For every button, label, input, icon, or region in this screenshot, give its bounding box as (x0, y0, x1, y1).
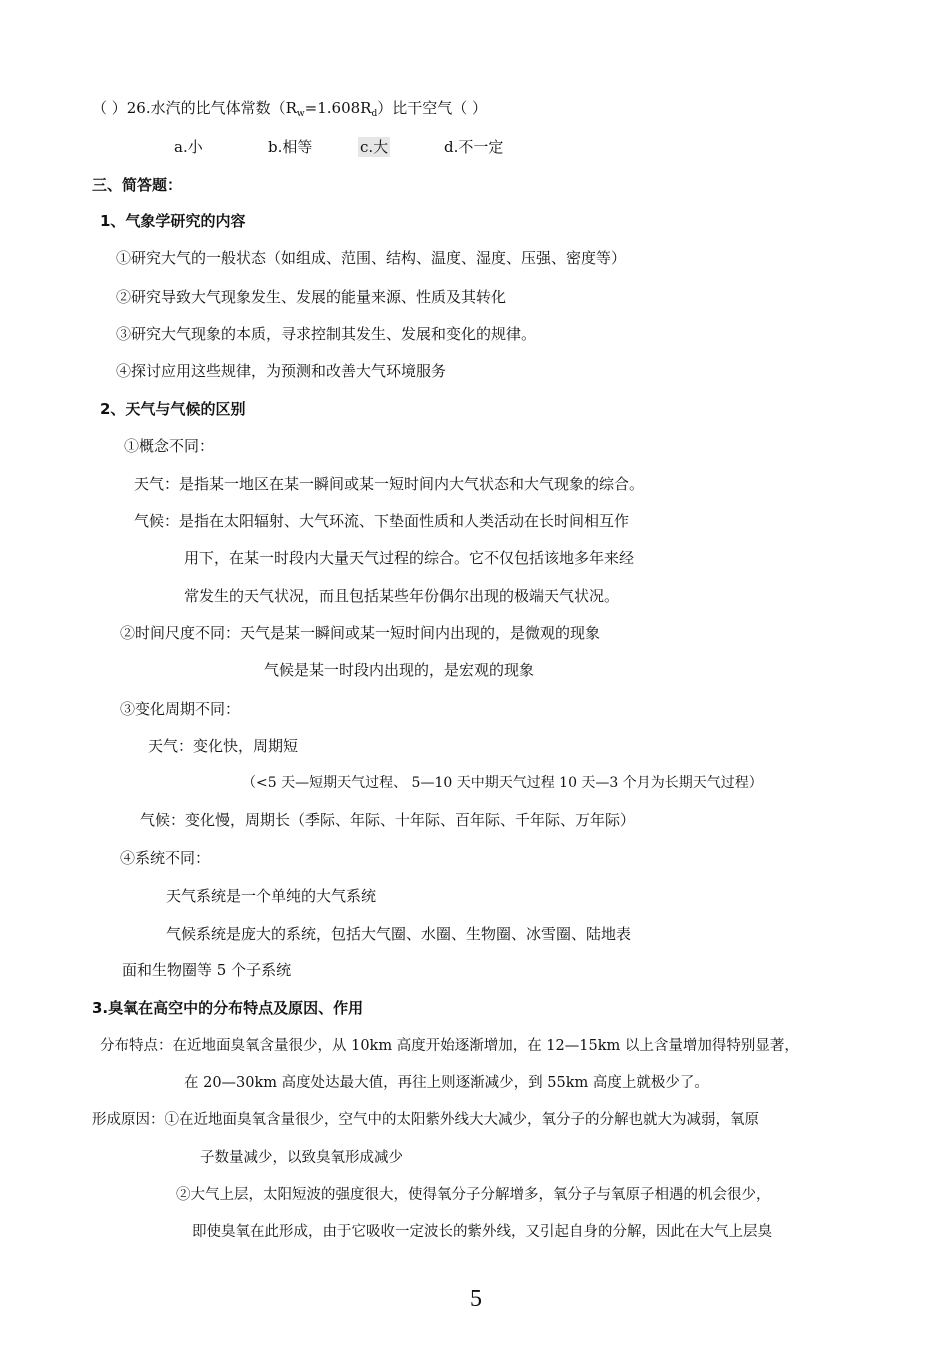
s2-p3-head: ③变化周期不同： (120, 700, 241, 718)
s1-title: 1、气象学研究的内容 (100, 212, 246, 230)
s1-item-2: ②研究导致大气现象发生、发展的能量来源、性质及其转化 (116, 288, 507, 306)
s3-distribution-1: 分布特点：在近地面臭氧含量很少，从 10km 高度开始逐渐增加，在 12—15km 以上含量增加得特别显著， (100, 1038, 799, 1054)
s3-title: 3.臭氧在高空中的分布特点及原因、作用 (92, 999, 364, 1017)
q26-prefix: （ ）26.水汽的比气体常数（R (92, 99, 297, 117)
s2-p1-climate-1: 气候：是指在太阳辐射、大气环流、下垫面性质和人类活动在长时间相互作 (134, 512, 630, 530)
s2-p4-head: ④系统不同： (120, 849, 211, 867)
page-number: 5 (470, 1286, 482, 1312)
s3-distribution-2: 在 20—30km 高度处达最大值，再往上则逐渐减少，到 55km 高度上就极少了。 (184, 1075, 709, 1091)
q26-suffix: ）比干空气（ ） (377, 99, 487, 117)
q26-option-a: a.小 (174, 138, 203, 156)
section-title: 三、简答题： (92, 176, 183, 194)
s1-item-4: ④探讨应用这些规律，为预测和改善大气环境服务 (116, 362, 447, 380)
s3-cause-1: 形成原因：①在近地面臭氧含量很少，空气中的太阳紫外线大大减少，氧分子的分解也就大为减弱，氧原 (92, 1112, 759, 1128)
s2-p2-line-1: ②时间尺度不同：天气是某一瞬间或某一短时间内出现的，是微观的现象 (120, 624, 601, 642)
s3-cause-4: 即使臭氧在此形成，由于它吸收一定波长的紫外线，又引起自身的分解，因此在大气上层臭 (192, 1224, 772, 1240)
q26-option-b: b.相等 (268, 138, 313, 156)
s2-p3-note: （<5 天—短期天气过程、 5—10 天中期天气过程 10 天—3 个月为长期天气过程） (242, 775, 763, 791)
s2-title: 2、天气与气候的区别 (100, 400, 246, 418)
s3-cause-2: 子数量减少，以致臭氧形成减少 (200, 1150, 403, 1166)
question-26 (92, 98, 487, 124)
s2-p1-climate-2: 用下，在某一时段内大量天气过程的综合。它不仅包括该地多年来经 (184, 549, 635, 567)
s2-p4-line-3: 面和生物圈等 5 个子系统 (122, 961, 292, 979)
s2-p1-head: ①概念不同： (124, 437, 215, 455)
s2-p4-line-2: 气候系统是庞大的系统，包括大气圈、水圈、生物圈、冰雪圈、陆地表 (166, 925, 632, 943)
s2-p4-line-1: 天气系统是一个单纯的大气系统 (166, 887, 377, 905)
s2-p1-weather: 天气：是指某一地区在某一瞬间或某一短时间内大气状态和大气现象的综合。 (134, 475, 645, 493)
s2-p1-climate-3: 常发生的天气状况，而且包括某些年份偶尔出现的极端天气状况。 (184, 587, 620, 605)
q26-option-d: d.不一定 (444, 138, 504, 156)
s2-p2-line-2: 气候是某一时段内出现的，是宏观的现象 (264, 661, 535, 679)
s3-cause-3: ②大气上层，太阳短波的强度很大，使得氧分子分解增多，氧分子与氧原子相遇的机会很少， (176, 1187, 771, 1203)
s2-p3-climate: 气候：变化慢，周期长（季际、年际、十年际、百年际、千年际、万年际） (140, 811, 636, 829)
q26-middle: =1.608R (304, 99, 372, 117)
s2-p3-weather: 天气：变化快，周期短 (148, 737, 299, 755)
s1-item-1: ①研究大气的一般状态（如组成、范围、结构、温度、湿度、压强、密度等） (116, 249, 627, 267)
q26-option-c: c.大 (360, 138, 389, 156)
q26-subscript-w: w (296, 109, 305, 119)
s1-item-3: ③研究大气现象的本质，寻求控制其发生、发展和变化的规律。 (116, 325, 537, 343)
q26-subscript-d: d (371, 109, 378, 119)
